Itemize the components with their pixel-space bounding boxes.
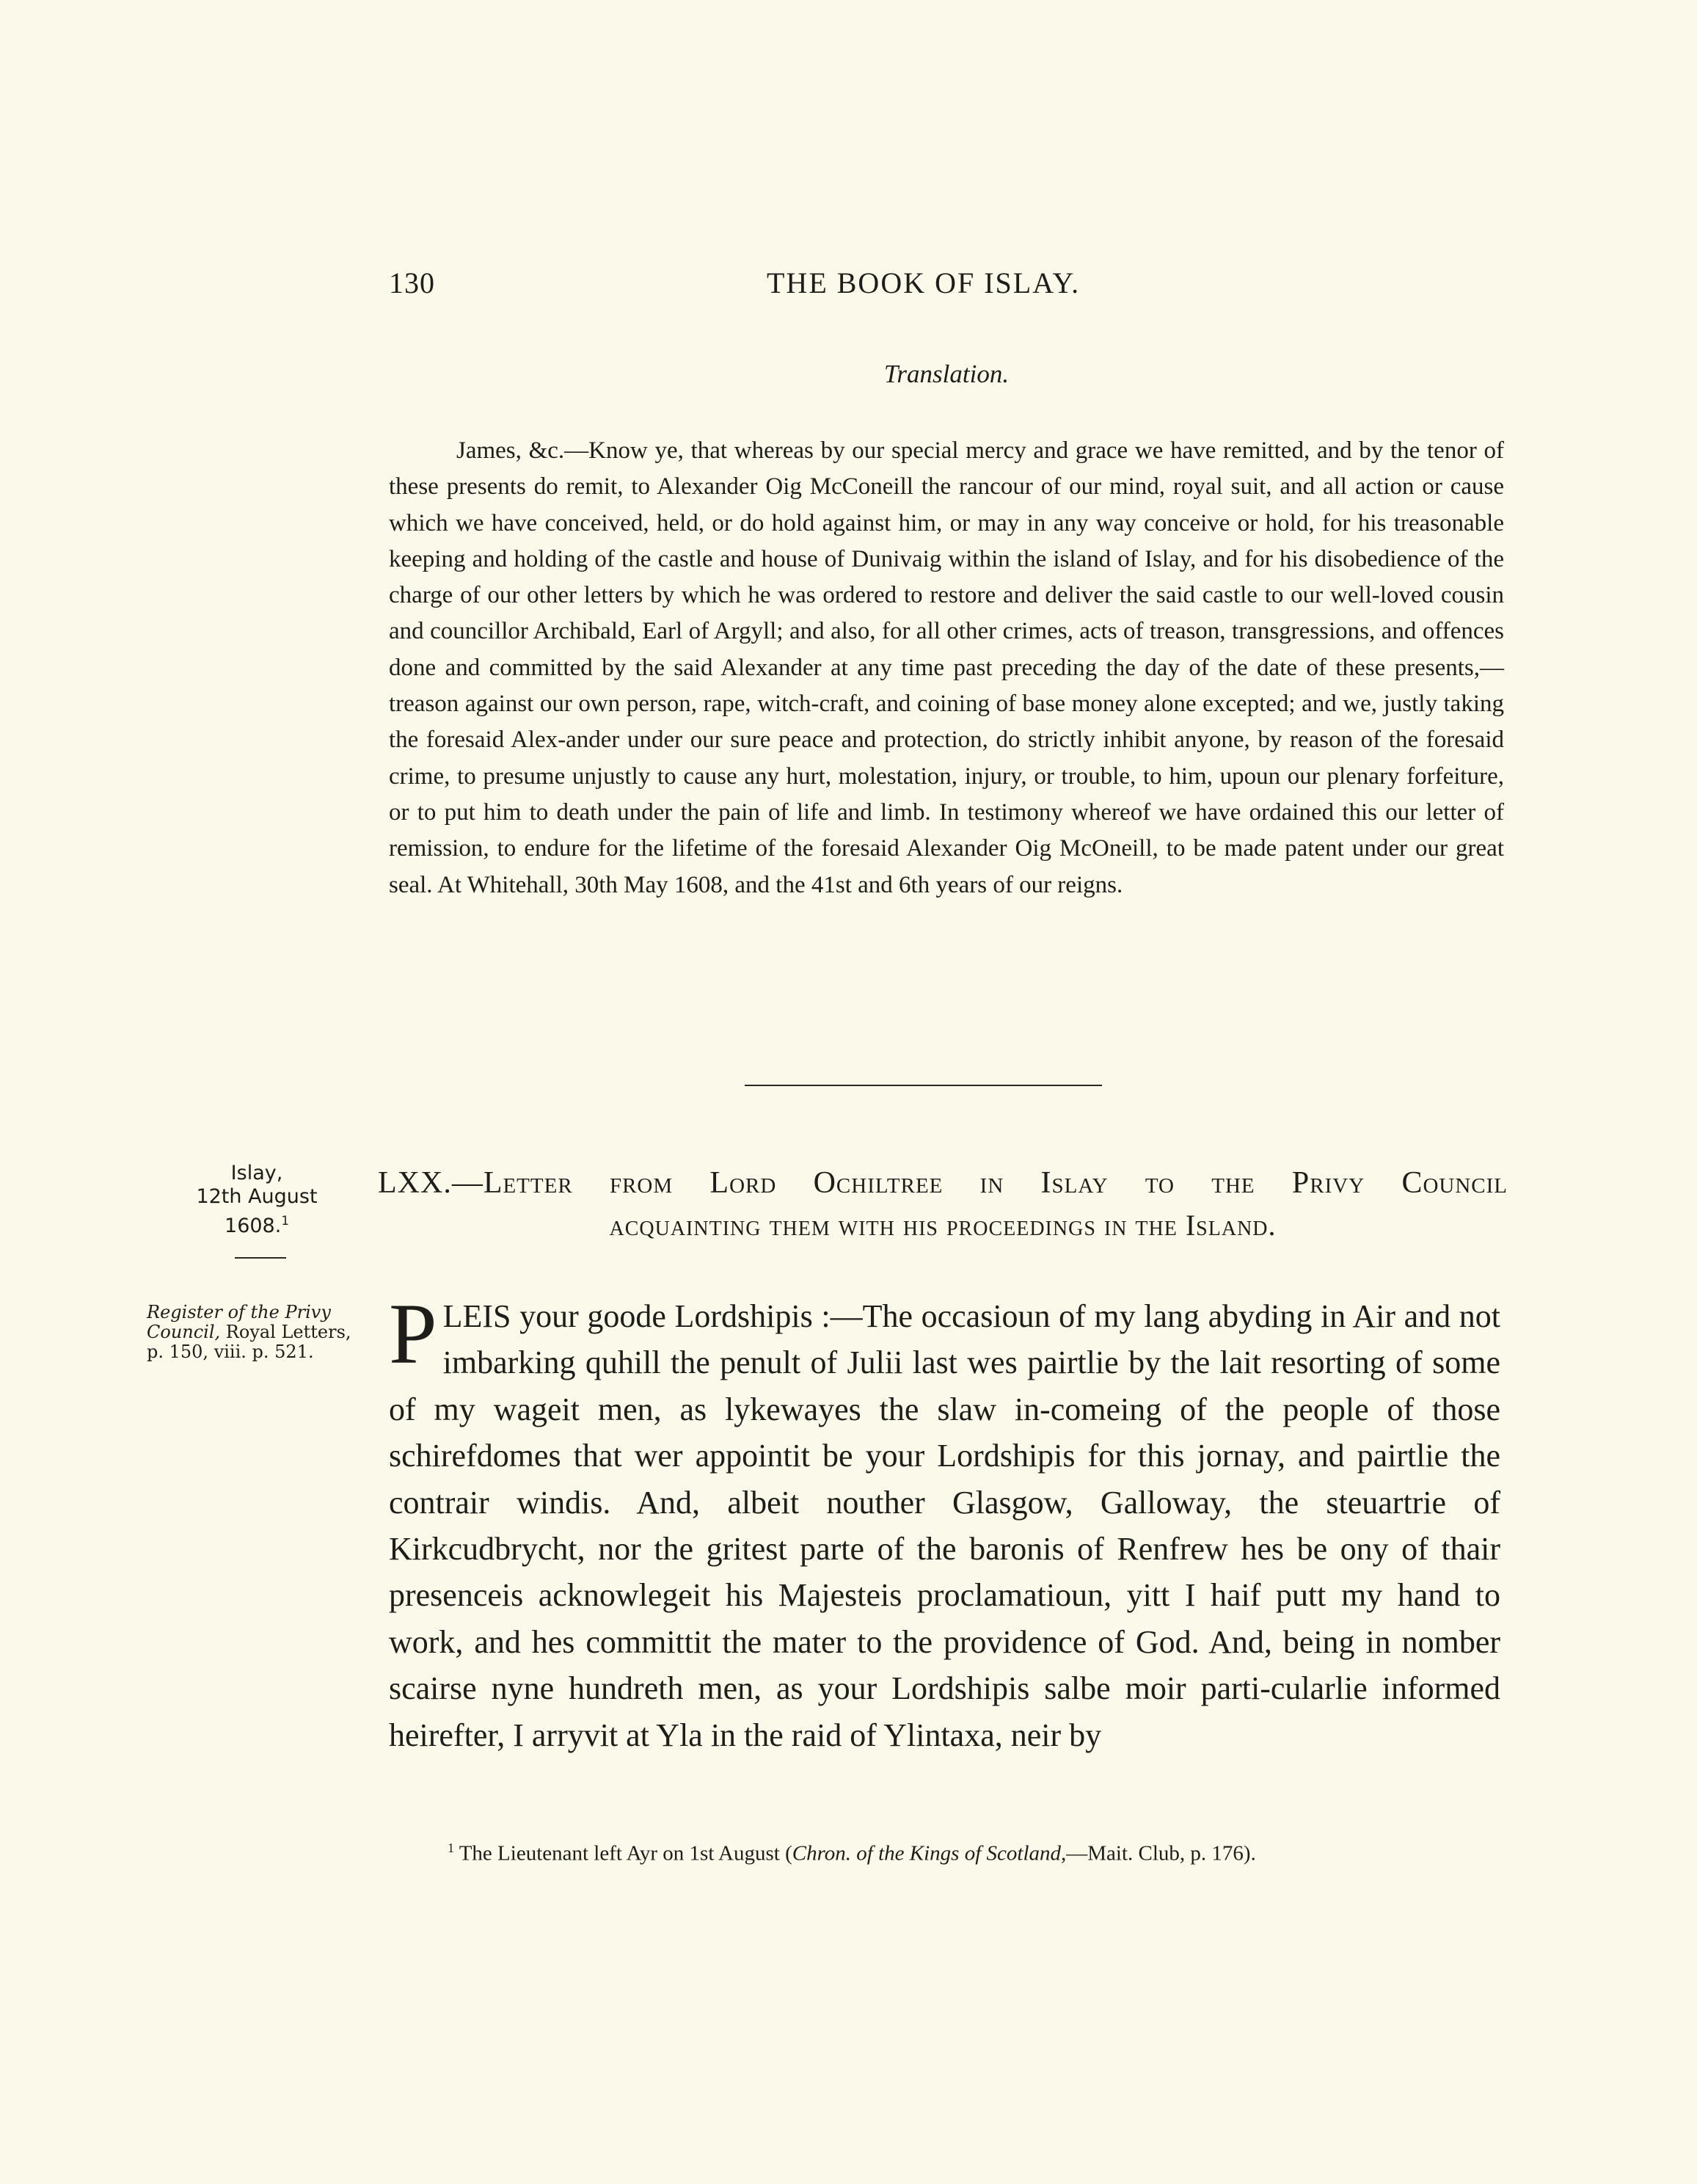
- document-title-line-1: LXX.—Letter from Lord Ochiltree in Islay to the Privy Council: [378, 1166, 1508, 1200]
- translation-heading: Translation.: [883, 360, 1010, 388]
- footnote-text-after: —Mait. Club, p. 176).: [1066, 1841, 1256, 1866]
- page-number: 130: [389, 266, 435, 299]
- margin-date: 12th August: [196, 1185, 318, 1208]
- footnote-reference: 1: [281, 1213, 289, 1228]
- footnote-text-before: The Lieutenant left Ayr on 1st August (: [459, 1841, 792, 1866]
- footnote-mark: 1: [448, 1841, 454, 1855]
- margin-source-note: [147, 1303, 367, 1362]
- page-header: [389, 266, 1123, 310]
- footnote: [448, 1835, 1511, 1867]
- translation-body: [389, 433, 1504, 903]
- section-divider: [745, 1085, 1102, 1086]
- footnote-italic-title: Chron. of the Kings of Scotland,: [792, 1841, 1067, 1866]
- margin-divider: [235, 1257, 286, 1259]
- letter-body: [389, 1286, 1500, 1758]
- margin-date-note: [165, 1162, 348, 1238]
- margin-year: 1608.$^1$: [225, 1213, 289, 1237]
- document-title-line-2: acquainting them with his proceedings in the Island.: [609, 1209, 1277, 1242]
- source-reference: Royal Letters, p. 150, viii. p. 521.: [147, 1322, 351, 1362]
- letter-paragraph: LEIS your goode Lordshipis :—The occasioun of my lang abyding in Air and not imbarking quhill the penult of Julii last wes pairtlie by the lait resorting of some of my wageit men, as lykewayes the slaw in-comeing of the people of those schirefdomes that wer appointit be your Lordshipis for this jornay, and pairtlie the contrair windis. And, albeit nouther Glasgow, Galloway, the steuartrie of Kirkcudbrycht, nor the gritest parte of the baronis of Renfrew hes be ony of thair presenceis acknowlegeit his Majesteis proclamatioun, yitt I haif putt my hand to work, and hes committit the mater to the providence of God. And, being in nomber scairse nyne hundreth men, as your Lordshipis salbe moir parti-cularlie informed heirefter, I arryvit at Yla in the raid of Ylintaxa, neir by: [389, 1298, 1500, 1753]
- running-title: THE BOOK OF ISLAY.: [767, 266, 1081, 299]
- margin-place: Islay,: [230, 1162, 283, 1184]
- drop-cap: P: [389, 1286, 437, 1382]
- source-title: Register of the Privy Council,: [147, 1302, 331, 1342]
- translation-paragraph: James, &c.—Know ye, that whereas by our special mercy and grace we have remitted, and by the tenor of these presents do remit, to Alexander Oig McConeill the rancour of our mind, royal suit, and all action or cause which we have conceived, held, or do hold against him, or may in any way conceive or hold, for his treasonable keeping and holding of the castle and house of Dunivaig within the island of Islay, and for his disobedience of the charge of our other letters by which he was ordered to restore and deliver the said castle to our well-loved cousin and councillor Archibald, Earl of Argyll; and also, for all other crimes, acts of treason, transgressions, and offences done and committed by the said Alexander at any time past preceding the day of the date of these presents,—treason against our own person, rape, witch-craft, and coining of base money alone excepted; and we, justly taking the foresaid Alex-ander under our sure peace and protection, do strictly inhibit anyone, by reason of the foresaid crime, to presume unjustly to cause any hurt, molestation, injury, or trouble, to him, upoun our plenary forfeiture, or to put him to death under the pain of life and limb. In testimony whereof we have ordained this our letter of remission, to endure for the lifetime of the foresaid Alexander Oig McOneill, to be made patent under our great seal. At Whitehall, 30th May 1608, and the 41st and 6th years of our reigns.: [389, 437, 1504, 898]
- document-title: [378, 1165, 1508, 1242]
